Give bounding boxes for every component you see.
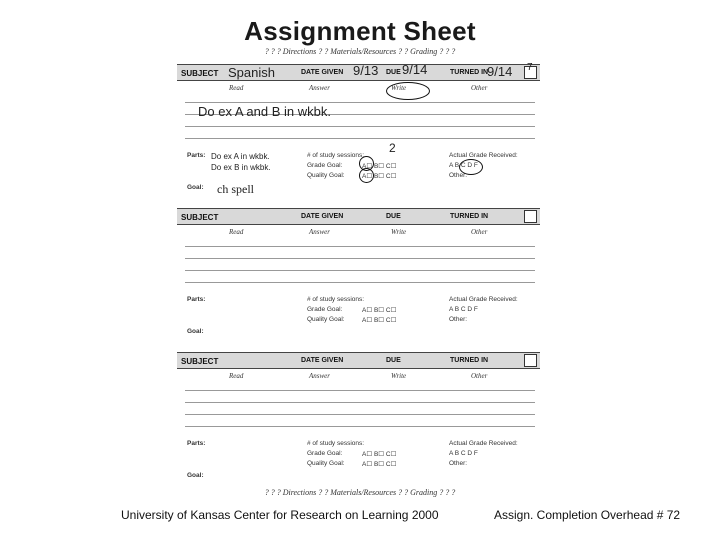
goal-label: Goal: [187, 184, 204, 191]
directions-bottom: ? ? ? Directions ? ? Materials/Resources ? ? Grading ? ? ? [264, 488, 456, 497]
instructions-value: Do ex A and B in wkbk. [198, 104, 331, 119]
other-grade-label: Other: [449, 460, 468, 467]
turned-in-value: 9/14 [487, 64, 513, 79]
actual-grade-label: Actual Grade Received: [449, 440, 518, 447]
quality-goal-circle [359, 168, 374, 183]
grade-goal-options: A☐ B☐ C☐ [362, 451, 397, 458]
parts-label: Parts: [187, 296, 206, 303]
due-label: DUE [386, 69, 401, 76]
study-sessions-label: # of study sessions: [307, 440, 365, 447]
quality-goal-label: Quality Goal: [307, 172, 345, 179]
footer-overhead-number: Assign. Completion Overhead # 72 [494, 508, 681, 522]
date-given-label: DATE GIVEN [301, 69, 344, 76]
answer-label: Answer [309, 228, 330, 236]
due-value: 9/14 [402, 62, 428, 77]
date-given-label: DATE GIVEN [301, 213, 344, 220]
grade-options: A B C D F [449, 306, 478, 313]
due-label: DUE [386, 357, 401, 364]
block-header [177, 208, 540, 225]
assignment-block-3 [177, 352, 540, 482]
grade-goal-label: Grade Goal: [307, 162, 343, 169]
grade-options: A B C D F [449, 450, 478, 457]
subject-value: Spanish [228, 65, 275, 80]
grade-goal-label: Grade Goal: [307, 450, 343, 457]
subject-label: SUBJECT [181, 357, 219, 366]
directions-top: ? ? ? Directions ? ? Materials/Resources ? ? Grading ? ? ? [264, 47, 456, 56]
read-label: Read [229, 84, 244, 92]
answer-label: Answer [309, 372, 330, 380]
write-label: Write [391, 84, 407, 92]
parts-label: Parts: [187, 440, 206, 447]
subject-label: SUBJECT [181, 213, 219, 222]
goal-label: Goal: [187, 472, 204, 479]
due-label: DUE [386, 213, 401, 220]
block-header [177, 352, 540, 369]
other-label: Other [471, 84, 488, 92]
quality-goal-label: Quality Goal: [307, 460, 345, 467]
other-label: Other [471, 372, 488, 380]
study-sessions-label: # of study sessions: [307, 152, 365, 159]
study-sessions-value: 2 [389, 141, 396, 155]
turned-in-label: TURNED IN [450, 213, 489, 220]
assignment-block-2 [177, 208, 540, 338]
quality-goal-options: A☐ B☐ C☐ [362, 317, 397, 324]
grade-goal-options: A☐ B☐ C☐ [362, 307, 397, 314]
footer-credit: University of Kansas Center for Research on Learning 2000 [121, 508, 439, 522]
quality-goal-label: Quality Goal: [307, 316, 345, 323]
date-given-value: 9/13 [353, 63, 379, 78]
turned-in-label: TURNED IN [450, 357, 489, 364]
actual-grade-label: Actual Grade Received: [449, 296, 518, 303]
turned-in-check-value: 7 [527, 62, 533, 73]
actual-grade-label: Actual Grade Received: [449, 152, 518, 159]
study-sessions-label: # of study sessions: [307, 296, 365, 303]
other-grade-label: Other: [449, 172, 468, 179]
subject-label: SUBJECT [181, 69, 219, 78]
grade-goal-label: Grade Goal: [307, 306, 343, 313]
checkbox[interactable] [524, 210, 537, 223]
checkbox[interactable] [524, 354, 537, 367]
other-grade-label: Other: [449, 316, 468, 323]
write-circle [386, 82, 430, 100]
read-label: Read [229, 372, 244, 380]
page-title: Assignment Sheet [244, 16, 476, 46]
part-2-value: Do ex B in wkbk. [211, 163, 271, 172]
goal-label: Goal: [187, 328, 204, 335]
read-label: Read [229, 228, 244, 236]
other-label: Other [471, 228, 488, 236]
parts-label: Parts: [187, 152, 206, 159]
turned-in-label: TURNED IN [450, 69, 489, 76]
part-1-value: Do ex A in wkbk. [211, 152, 270, 161]
quality-goal-options: A☐ B☐ C☐ [362, 173, 397, 180]
answer-label: Answer [309, 84, 330, 92]
actual-grade-circle [459, 159, 483, 175]
goal-value: ch spell [217, 182, 254, 196]
grade-options: A B C D F [449, 162, 478, 169]
grade-goal-options: A☐ B☐ C☐ [362, 163, 397, 170]
write-label: Write [391, 228, 407, 236]
write-label: Write [391, 372, 407, 380]
date-given-label: DATE GIVEN [301, 357, 344, 364]
quality-goal-options: A☐ B☐ C☐ [362, 461, 397, 468]
